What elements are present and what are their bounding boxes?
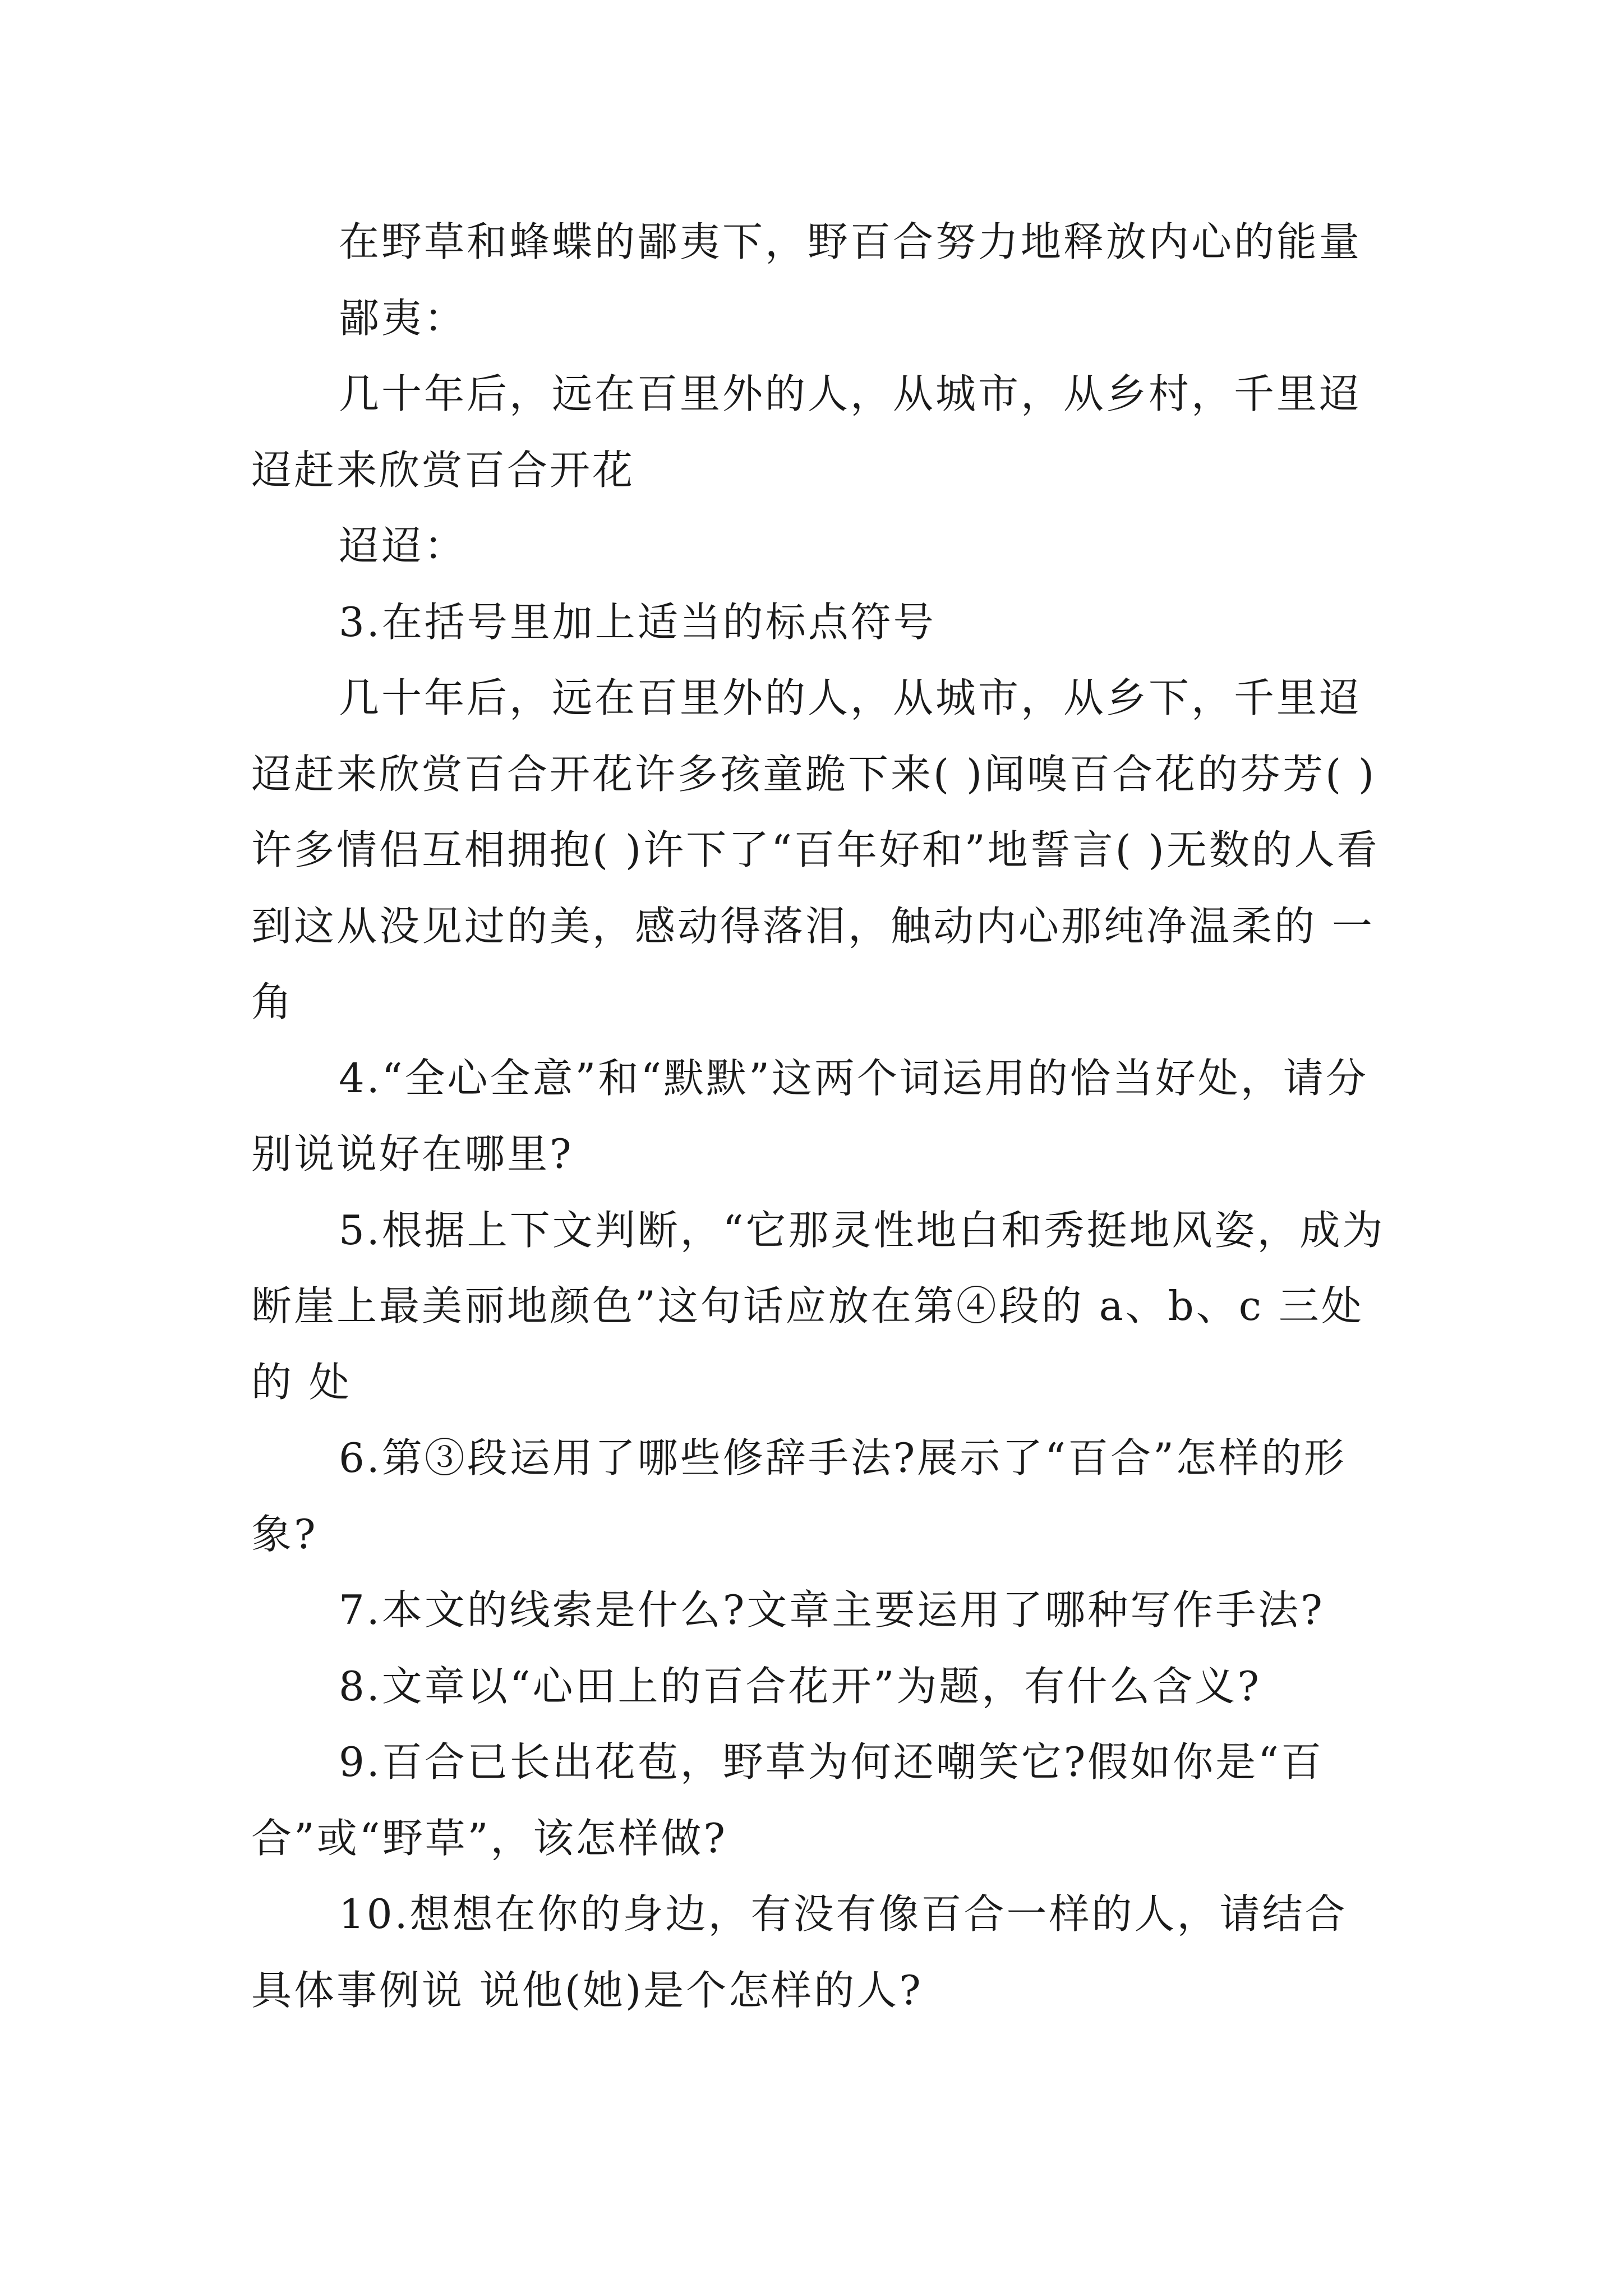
question-10: 10.想想在你的身边，有没有像百合一样的人，请结合具体事例说 说他(她)是个怎样的人? bbox=[251, 1890, 1348, 2014]
paragraph-sentence-2: 几十年后，远在百里外的人，从城市，从乡村，千里迢迢赶来欣赏百合开花 bbox=[251, 370, 1362, 494]
question-7: 7.本文的线索是什么?文章主要运用了哪种写作手法? bbox=[339, 1586, 1325, 1634]
question-5: 5.根据上下文判断，“它那灵性地白和秀挺地风姿，成为断崖上最美丽地颜色”这句话应放在第④段的 a、b、c 三处的 处 bbox=[251, 1206, 1385, 1406]
document-body bbox=[251, 204, 1390, 2028]
paragraph-word-tiaotiao: 迢迢： bbox=[339, 522, 467, 569]
question-8: 8.文章以“心田上的百合花开”为题，有什么含义? bbox=[339, 1662, 1261, 1710]
question-3: 3.在括号里加上适当的标点符号 bbox=[339, 598, 936, 646]
question-3-passage: 几十年后，远在百里外的人，从城市，从乡下，千里迢迢赶来欣赏百合开花许多孩童跪下来( )闻嗅百合花的芬芳( )许多情侣互相拥抱( )许下了“百年好和”地誓言( )无数的人看到这从没见过的美，感动得落泪，触动内心那纯净温柔的 一角 bbox=[251, 674, 1380, 1025]
paragraph-sentence-1: 在野草和蜂蝶的鄙夷下，野百合努力地释放内心的能量 bbox=[339, 218, 1362, 265]
paragraph-word-biyi: 鄙夷： bbox=[339, 294, 467, 342]
question-4: 4.“全心全意”和“默默”这两个词运用的恰当好处，请分别说说好在哪里? bbox=[251, 1054, 1368, 1177]
question-9: 9.百合已长出花苞，野草为何还嘲笑它?假如你是“百合”或“野草”，该怎样做? bbox=[251, 1738, 1324, 1862]
question-6: 6.第③段运用了哪些修辞手法?展示了“百合”怎样的形象? bbox=[251, 1434, 1347, 1558]
